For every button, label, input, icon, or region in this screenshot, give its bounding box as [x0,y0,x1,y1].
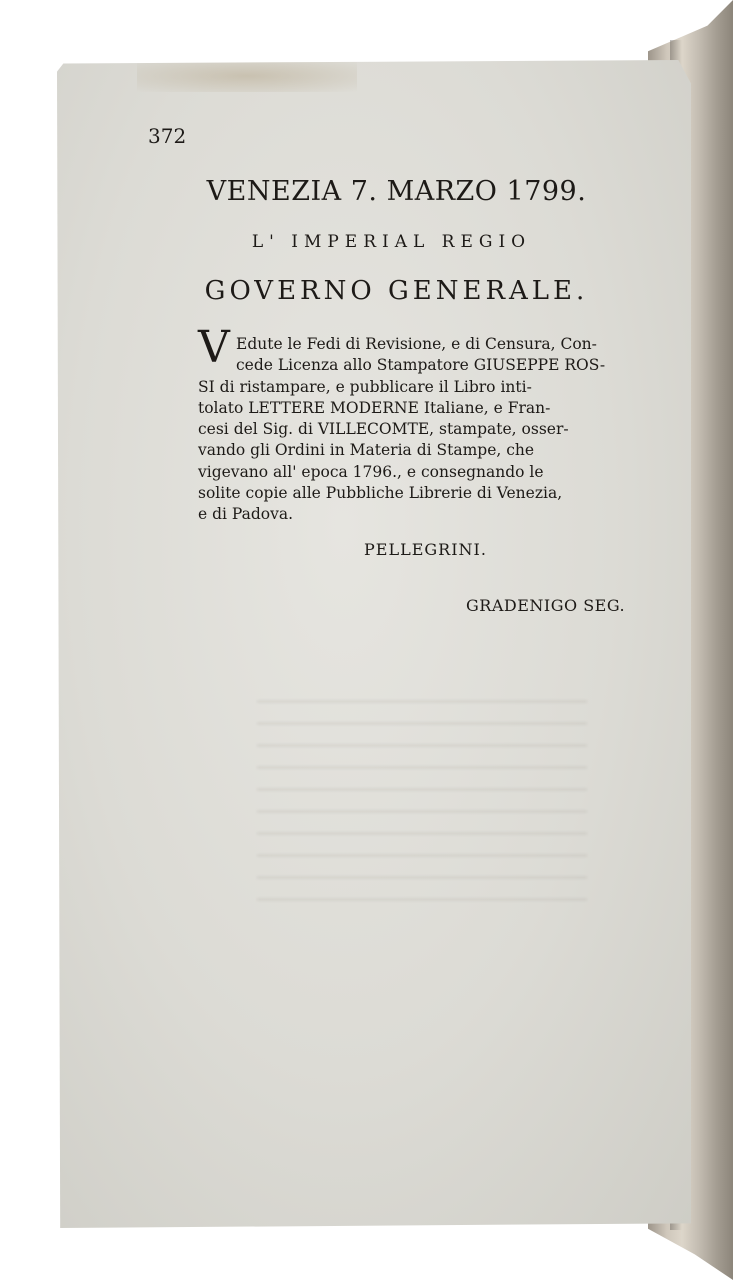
body-line: SI di ristampare, e pubblicare il Libro inti- [198,377,532,396]
body-line: e di Padova. [198,505,294,524]
date-heading: VENEZIA 7. MARZO 1799. [206,176,587,207]
signature-gradenigo: GRADENIGO SEG. [466,596,626,615]
body-line: cesi del Sig. di VILLECOMTE, stampate, osser- [198,420,569,439]
show-through-text [257,700,587,920]
signature-pellegrini: PELLEGRINI. [364,540,487,559]
body-line: cede Licenza allo Stampatore GIUSEPPE ROS- [236,356,606,375]
body-line: tolato LETTERE MODERNE Italiane, e Fran- [198,398,551,417]
authority-heading: L' IMPERIAL REGIO [251,232,532,252]
licence-text [198,322,648,526]
body-line: vigevano all' epoca 1796., e consegnando le [198,462,544,481]
body-line: vando gli Ordini in Materia di Stampe, che [198,441,535,460]
body-line: solite copie alle Pubbliche Librerie di Venezia, [198,484,563,503]
government-heading: GOVERNO GENERALE. [204,276,589,306]
page-number: 372 [148,124,187,148]
drop-cap: V [198,322,230,373]
page-stain [137,60,357,92]
body-line: Edute le Fedi di Revisione, e di Censura, Con- [236,335,597,353]
